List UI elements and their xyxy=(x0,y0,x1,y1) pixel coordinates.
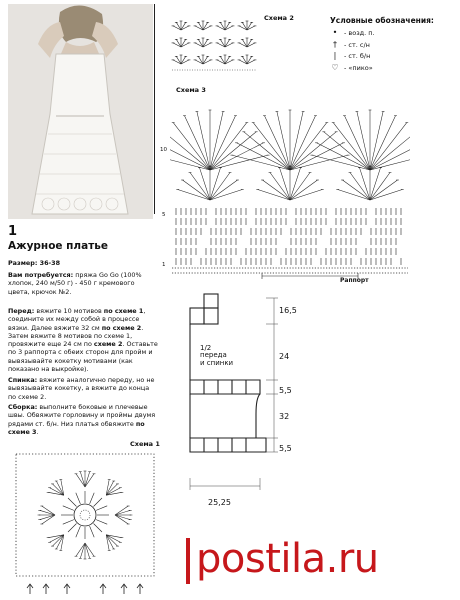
size-value: 36-38 xyxy=(37,259,61,267)
legend-text-double-crochet: - ст. с/н xyxy=(344,40,370,49)
front-text-3-bold: схеме 2 xyxy=(93,340,123,349)
motif-spoke xyxy=(68,498,77,507)
garment-pattern-diagram xyxy=(174,288,304,522)
motif-fan-stitch xyxy=(85,472,90,487)
front-paragraph xyxy=(8,307,158,373)
pattern-label xyxy=(200,345,233,367)
watermark-bar xyxy=(186,538,190,584)
schema-3-fan-stitch xyxy=(290,173,310,201)
pattern-label-line2: и спинки xyxy=(200,358,234,367)
front-text-1-bold: по схеме 1 xyxy=(103,307,144,315)
materials-text: пряжа Go Go (100% хлопок, 240 м/50 г) - 450 г кремового цвета, крючок №2. xyxy=(8,271,142,296)
motif-spoke xyxy=(96,506,107,511)
schema-3-fan-stitch xyxy=(210,190,242,201)
schema-3-fan-stitch xyxy=(370,180,398,200)
motif-spoke xyxy=(90,493,95,504)
dim-height-1: 16,5 xyxy=(279,306,297,315)
legend-text-chain: - возд. п. xyxy=(344,29,375,37)
pattern-number: 1 xyxy=(8,224,18,239)
front-text-2: , соедините их между собой в процессе вязки. Далее вяжите 32 см xyxy=(8,307,146,332)
dim-height-5: 5,5 xyxy=(279,444,292,453)
schema-3-fan-stitch xyxy=(290,168,301,200)
schema-3-fan-stitch xyxy=(210,168,221,200)
schema-3-fan-stitch xyxy=(263,180,291,200)
motif-spoke xyxy=(90,526,95,537)
motif-fan-stitch xyxy=(42,506,55,515)
schema-3-fan-stitch xyxy=(350,173,370,201)
front-text-3: . Затем вяжите 8 мотивов по схеме 1, провяжите еще 24 см по xyxy=(8,323,144,349)
motif-fan-stitch xyxy=(80,543,85,558)
front-label: Перед: xyxy=(8,307,35,315)
schema-3-fan-stitch xyxy=(370,190,402,201)
watermark-text: postila.ru xyxy=(196,536,379,582)
schema-2-diagram xyxy=(170,12,258,72)
motif-fan-stitch xyxy=(115,515,130,520)
row-number-5: 5 xyxy=(162,212,166,218)
motif-fan-stitch xyxy=(115,506,128,515)
legend-item-single-crochet xyxy=(330,52,455,60)
motif-spoke xyxy=(63,520,74,525)
row-number-10: 10 xyxy=(160,147,167,153)
size-label: Размер: xyxy=(8,259,38,267)
schema-3-fan-stitch xyxy=(183,180,211,200)
schema-3-fan-stitch xyxy=(185,116,211,170)
schema-3-fan-stitch xyxy=(370,143,410,170)
double-crochet-icon: † xyxy=(333,39,337,49)
schema-3-fan-stitch xyxy=(370,168,381,200)
back-label: Спинка: xyxy=(8,376,38,384)
chain-stitch-icon: • xyxy=(332,28,338,37)
schema-1-motif-diagram xyxy=(10,448,160,596)
schema-2-label: Схема 2 xyxy=(264,14,294,22)
motif-fan-stitch xyxy=(76,474,85,487)
motif-spoke xyxy=(76,493,81,504)
pattern-label-line1: переда xyxy=(200,351,227,360)
schema-3-fan-stitch xyxy=(290,116,316,170)
schema-3-fan-stitch xyxy=(280,168,291,200)
assembly-text: выполните боковые и плечевые швы. Обвяжите горловину и проймы двумя рядами ст. б/н. Низ платья обвяжите xyxy=(8,403,156,428)
motif-spoke xyxy=(94,524,103,533)
schema-3-fan-stitch xyxy=(210,116,236,170)
schema-3-fan-stitch xyxy=(370,116,396,170)
schema-3-fan-stitch xyxy=(270,173,290,201)
schema-2-svg xyxy=(170,12,258,72)
motif-fan-stitch xyxy=(42,515,55,524)
dim-height-3: 5,5 xyxy=(279,386,292,395)
materials-label: Вам потребуется: xyxy=(8,271,74,279)
motif-fan-stitch xyxy=(115,515,128,524)
motif-fan-stitch xyxy=(85,543,90,558)
materials-paragraph xyxy=(8,271,158,296)
dress-photo xyxy=(8,4,153,219)
front-text-1: вяжите 10 мотивов xyxy=(34,307,104,315)
schema-3-fan-stitch xyxy=(265,116,291,170)
front-text-2-bold: по схеме 2 xyxy=(101,323,142,332)
schema-3-fan-stitch xyxy=(237,143,291,170)
motif-spoke xyxy=(96,520,107,525)
schema-1-label: Схема 1 xyxy=(130,440,160,448)
back-text: вяжите аналогично переду, но не вывязывайте кокетку, а вяжите до конца по схеме 2. xyxy=(8,376,155,401)
schema-3-fan-stitch xyxy=(170,143,210,170)
assembly-tail-bold: по схеме 3 xyxy=(8,419,145,436)
schema-3-diagram xyxy=(170,90,410,280)
motif-fan-stitch xyxy=(85,543,94,556)
schema-3-fan-stitch xyxy=(170,132,210,170)
rapport-label: Раппорт xyxy=(340,277,369,284)
legend-item-double-crochet xyxy=(330,41,455,49)
schema-3-fan-stitch xyxy=(370,132,410,170)
legend-item-chain xyxy=(330,29,455,37)
schema-3-fan-stitch xyxy=(370,173,390,201)
assembly-label: Сборка: xyxy=(8,403,38,411)
legend xyxy=(330,16,455,75)
picot-icon: ♡ xyxy=(331,62,339,72)
assembly-tail-end: . xyxy=(36,427,39,436)
schema-3-fan-stitch xyxy=(178,190,210,201)
dim-height-4: 32 xyxy=(279,412,290,421)
dim-height-2: 24 xyxy=(279,352,290,361)
schema-3-fan-stitch xyxy=(200,168,211,200)
schema-3-fan-stitch xyxy=(190,173,210,201)
single-crochet-icon: | xyxy=(333,51,337,60)
schema-1-svg xyxy=(10,448,160,596)
legend-text-picot: - «пико» xyxy=(344,63,373,72)
motif-spoke xyxy=(63,506,74,511)
row-number-1: 1 xyxy=(162,262,166,268)
schema-3-fan-stitch xyxy=(290,180,318,200)
schema-3-svg xyxy=(170,90,410,280)
schema-3-fan-stitch xyxy=(210,180,238,200)
size-line xyxy=(8,259,158,267)
pattern-label-fraction: 1/2 xyxy=(200,344,212,352)
motif-fan-stitch xyxy=(40,515,55,520)
motif-fan-stitch xyxy=(40,510,55,515)
schema-3-label: Схема 3 xyxy=(176,86,206,94)
schema-3-fan-stitch xyxy=(210,173,230,201)
dim-width: 25,25 xyxy=(208,498,231,507)
motif-fan-stitch xyxy=(115,510,130,515)
motif-fan-stitch xyxy=(76,543,85,556)
dress-figure-illustration xyxy=(8,4,153,219)
motif-spoke xyxy=(76,526,81,537)
schema-3-fan-stitch xyxy=(343,180,371,200)
legend-text-single-crochet: - ст. б/н xyxy=(344,52,371,60)
schema-3-fan-stitch xyxy=(258,190,290,201)
schema-3-fan-stitch xyxy=(345,116,371,170)
legend-title: Условные обозначения: xyxy=(330,16,434,25)
schema-3-fan-stitch xyxy=(338,190,370,201)
legend-item-picot xyxy=(330,64,455,72)
back-paragraph xyxy=(8,376,158,401)
schema-3-fan-stitch xyxy=(290,190,322,201)
schema-3-fan-stitch xyxy=(360,168,371,200)
assembly-paragraph xyxy=(8,403,158,436)
motif-spoke xyxy=(68,524,77,533)
schema-3-fan-stitch xyxy=(317,143,371,170)
garment-pattern-svg xyxy=(174,288,304,522)
pattern-title: Ажурное платье xyxy=(8,240,109,252)
photo-divider xyxy=(154,4,155,214)
motif-fan-stitch xyxy=(85,474,94,487)
front-text-4: . Оставьте по 3 раппорта с обеих сторон для пройм и вывязывайте кокетку мотивами (как показано на выкройке). xyxy=(8,340,158,374)
motif-fan-stitch xyxy=(80,472,85,487)
motif-spoke xyxy=(94,498,103,507)
